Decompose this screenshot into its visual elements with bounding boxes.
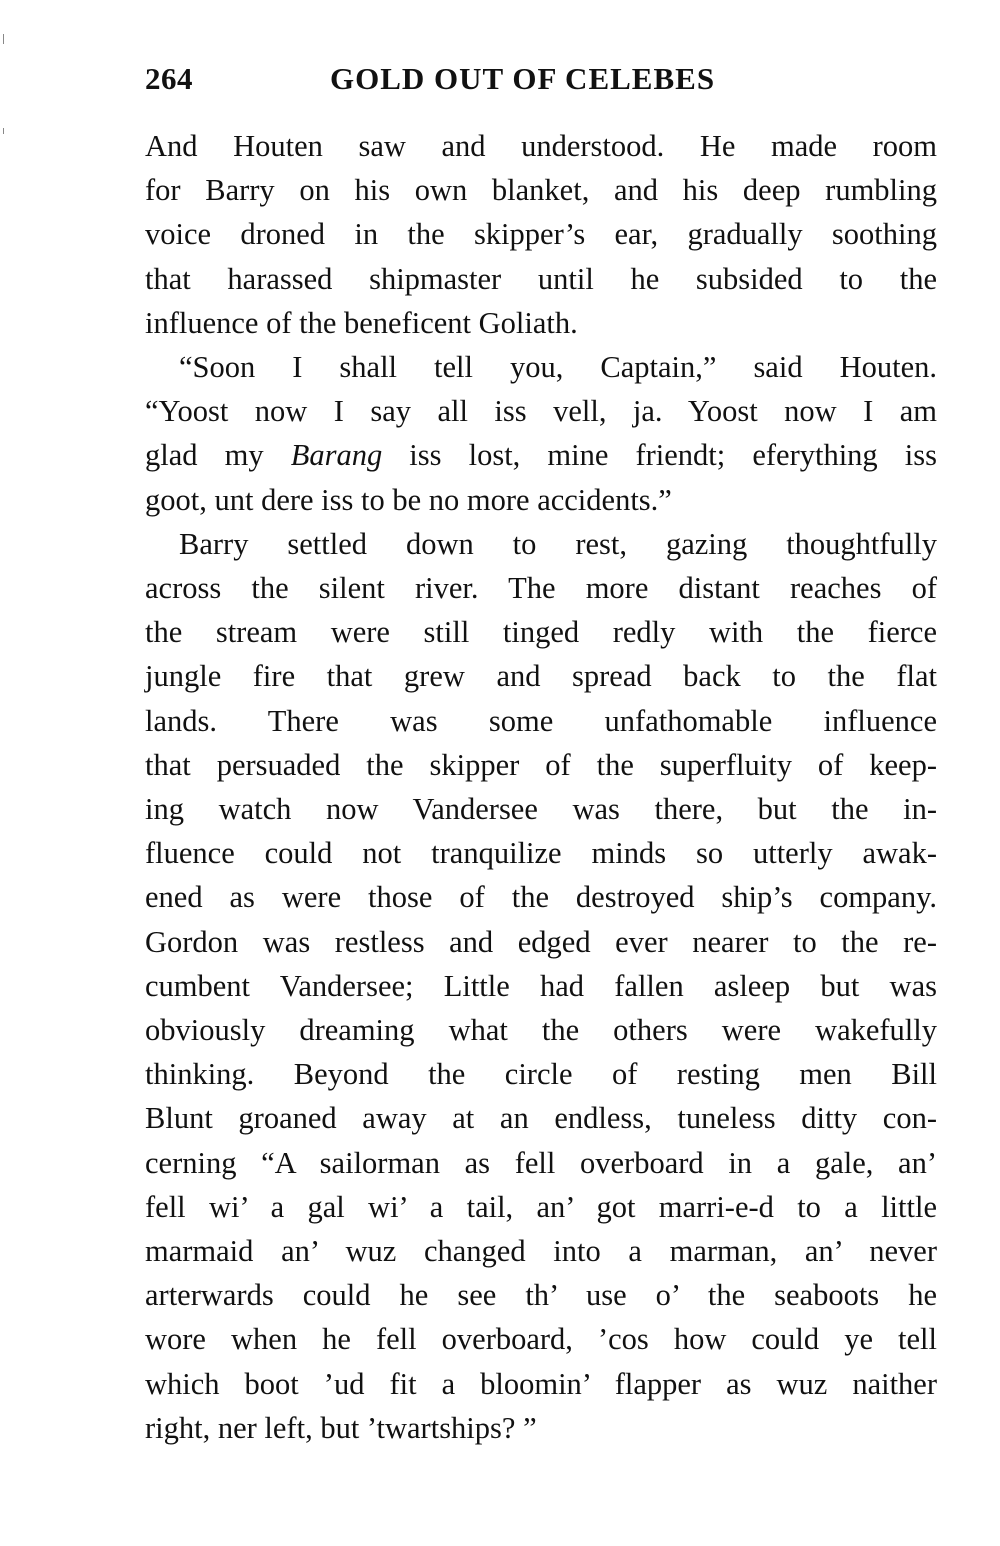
text-segment: glad my [145, 438, 291, 473]
text-line: cumbent Vandersee; Little had fallen asleep but was [145, 968, 937, 1003]
text-line: ened as were those of the destroyed ship’s company. [145, 880, 937, 915]
book-page [145, 58, 937, 1450]
text-line: thinking. Beyond the circle of resting men Bill [145, 1057, 937, 1092]
text-line: fluence could not tranquilize minds so utterly awak- [145, 836, 937, 871]
text-line: ing watch now Vandersee was there, but the in- [145, 792, 937, 827]
running-title: GOLD OUT OF CELEBES [330, 61, 716, 96]
text-line: “Soon I shall tell you, Captain,” said Houten. [179, 350, 937, 385]
text-line: marmaid an’ wuz changed into a marman, an’ never [145, 1234, 937, 1269]
paragraph-houten-understood [145, 124, 937, 345]
text-line: “Yoost now I say all iss vell, ja. Yoost now I am [145, 394, 937, 429]
text-line: that persuaded the skipper of the superfluity of keep- [145, 747, 937, 782]
text-line: across the silent river. The more distant reaches of [145, 571, 937, 606]
text-line: wore when he fell overboard, ’cos how could ye tell [145, 1322, 937, 1357]
ship-name-italic: Barang [290, 438, 383, 473]
text-line: influence of the beneficent Goliath. [145, 305, 578, 340]
text-line: jungle fire that grew and spread back to the flat [145, 659, 937, 694]
text-line: voice droned in the skipper’s ear, gradually soothing [145, 217, 937, 252]
text-line: Barry settled down to rest, gazing thoughtfully [179, 526, 937, 561]
running-head [145, 58, 937, 100]
text-line: right, ner left, but ’twartships? ” [145, 1410, 537, 1445]
text-line: Gordon was restless and edged ever nearer to the re- [145, 924, 937, 959]
text-line: for Barry on his own blanket, and his deep rumbling [145, 173, 937, 208]
margin-mark-top [3, 34, 4, 44]
body-text [145, 124, 937, 1450]
text-line: which boot ’ud fit a bloomin’ flapper as wuz naither [145, 1366, 937, 1401]
page-number: 264 [145, 61, 193, 96]
text-segment: iss lost, mine friendt; eferything iss [382, 438, 937, 473]
margin-mark-middle [3, 128, 4, 134]
paragraph-houten-speech [145, 345, 937, 522]
text-line: arterwards could he see th’ use o’ the seaboots he [145, 1278, 937, 1313]
paragraph-barry-settled [145, 522, 937, 1450]
text-line [145, 433, 937, 477]
text-line: goot, unt dere iss to be no more accidents.” [145, 482, 672, 517]
text-line: And Houten saw and understood. He made room [145, 129, 937, 163]
text-line: the stream were still tinged redly with the fierce [145, 615, 937, 650]
text-line: Blunt groaned away at an endless, tuneless ditty con- [145, 1101, 937, 1136]
text-line: fell wi’ a gal wi’ a tail, an’ got marri-e-d to a little [145, 1189, 937, 1224]
text-line: lands. There was some unfathomable influence [145, 703, 937, 738]
text-line: obviously dreaming what the others were wakefully [145, 1013, 937, 1048]
text-line: cerning “A sailorman as fell overboard in a gale, an’ [145, 1145, 937, 1180]
text-line: that harassed shipmaster until he subsided to the [145, 261, 937, 296]
